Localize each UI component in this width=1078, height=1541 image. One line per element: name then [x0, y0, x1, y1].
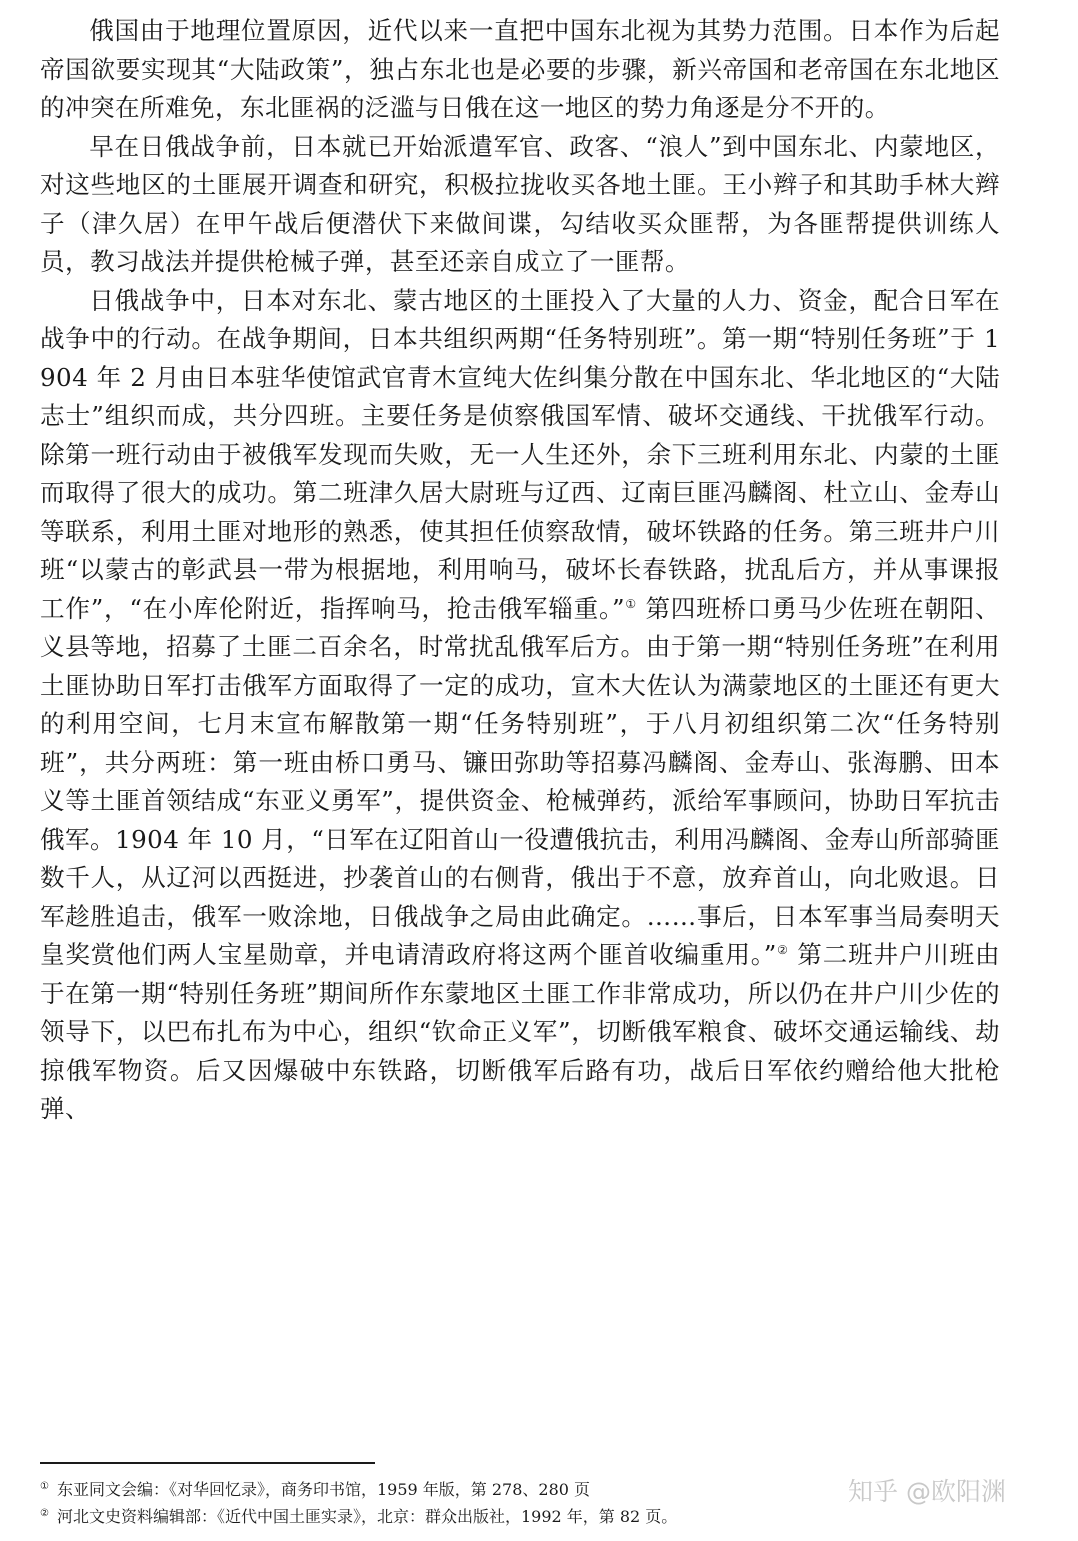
footnote-2 — [40, 1503, 840, 1530]
footnote-mark: ① — [40, 1480, 49, 1492]
watermark: 知乎 @欧阳渊 — [848, 1477, 1006, 1506]
paragraph-text: 日俄战争中，日本对东北、蒙古地区的土匪投入了大量的人力、资金，配合日军在战争中的行动。在战争期间，日本共组织两期“任务特别班”。第一期“特别任务班”于 1904 年 2 月由日本驻华使馆武官青木宣纯大佐纠集分散在中国东北、华北地区的“大陆志士”组织而成，共分四班。主要任务是侦察俄国军情、破坏交通线、干扰俄军行动。除第一班行动由于被俄军发现而失败，无一人生还外，余下三班利用东北、内蒙的土匪而取得了很大的成功。第二班津久居大尉班与辽西、辽南巨匪冯麟阁、杜立山、金寿山等联系，利用土匪对地形的熟悉，使其担任侦察敌情，破坏铁路的任务。第三班井户川班“以蒙古的彰武县一带为根据地，利用响马，破坏长春铁路，扰乱后方，并从事课报工作”，“在小库伦附近，指挥响马，抢击俄军辎重。” — [40, 285, 1000, 623]
footnote-ref-2: ② — [776, 942, 789, 957]
paragraph-2 — [40, 128, 1000, 282]
document-body — [40, 0, 1000, 1129]
paragraph-1 — [40, 0, 1000, 128]
paragraph-text: 第四班桥口勇马少佐班在朝阳、义县等地，招募了土匪二百余名，时常扰乱俄军后方。由于第一期“特别任务班”在利用土匪协助日军打击俄军方面取得了一定的成功，宣木大佐认为满蒙地区的土匪还有更大的利用空间，七月末宣布解散第一期“任务特别班”，于八月初组织第二次“任务特别班”，共分两班：第一班由桥口勇马、镰田弥助等招募冯麟阁、金寿山、张海鹏、田本义等土匪首领结成“东亚义勇军”，提供资金、枪械弹药，派给军事顾问，协助日军抗击俄军。1904 年 10 月，“日军在辽阳首山一役遭俄抗击，利用冯麟阁、金寿山所部骑匪数千人，从辽河以西挺进，抄袭首山的右侧背，俄出于不意，放弃首山，向北败退。日军趁胜追击，俄军一败涂地，日俄战争之局由此确定。……事后，日本军事当局奏明天皇奖赏他们两人宝星勋章，并电请清政府将这两个匪首收编重用。” — [40, 593, 1000, 969]
footnote-mark: ② — [40, 1507, 49, 1519]
paragraph-text: 早在日俄战争前，日本就已开始派遣军官、政客、“浪人”到中国东北、内蒙地区，对这些地区的土匪展开调查和研究，积极拉拢收买各地土匪。王小辫子和其助手林大辫子（津久居）在甲午战后便潜伏下来做间谍，勾结收买众匪帮，为各匪帮提供训练人员，教习战法并提供枪械子弹，甚至还亲自成立了一匪帮。 — [40, 131, 1000, 276]
footnote-ref-1: ① — [625, 596, 637, 611]
footnote-1 — [40, 1476, 840, 1503]
footnote-divider — [40, 1462, 375, 1464]
footnotes — [40, 1476, 840, 1530]
paragraph-3 — [40, 282, 1000, 1129]
footnote-text: 河北文史资料编辑部：《近代中国土匪实录》，北京：群众出版社，1992 年，第 82 页。 — [56, 1507, 678, 1526]
paragraph-text: 俄国由于地理位置原因，近代以来一直把中国东北视为其势力范围。日本作为后起帝国欲要实现其“大陆政策”，独占东北也是必要的步骤，新兴帝国和老帝国在东北地区的冲突在所难免，东北匪祸的泛滥与日俄在这一地区的势力角逐是分不开的。 — [40, 16, 1000, 122]
paragraph-text: 第二班井户川班由于在第一期“特别任务班”期间所作东蒙地区土匪工作非常成功，所以仍在井户川少佐的领导下，以巴布扎布为中心，组织“钦命正义军”，切断俄军粮食、破坏交通运输线、劫掠俄军物资。后又因爆破中东铁路，切断俄军后路有功，战后日军依约赠给他大批枪弹、 — [40, 940, 1000, 1123]
footnote-text: 东亚同文会编：《对华回忆录》，商务印书馆，1959 年版，第 278、280 页 — [56, 1480, 591, 1499]
